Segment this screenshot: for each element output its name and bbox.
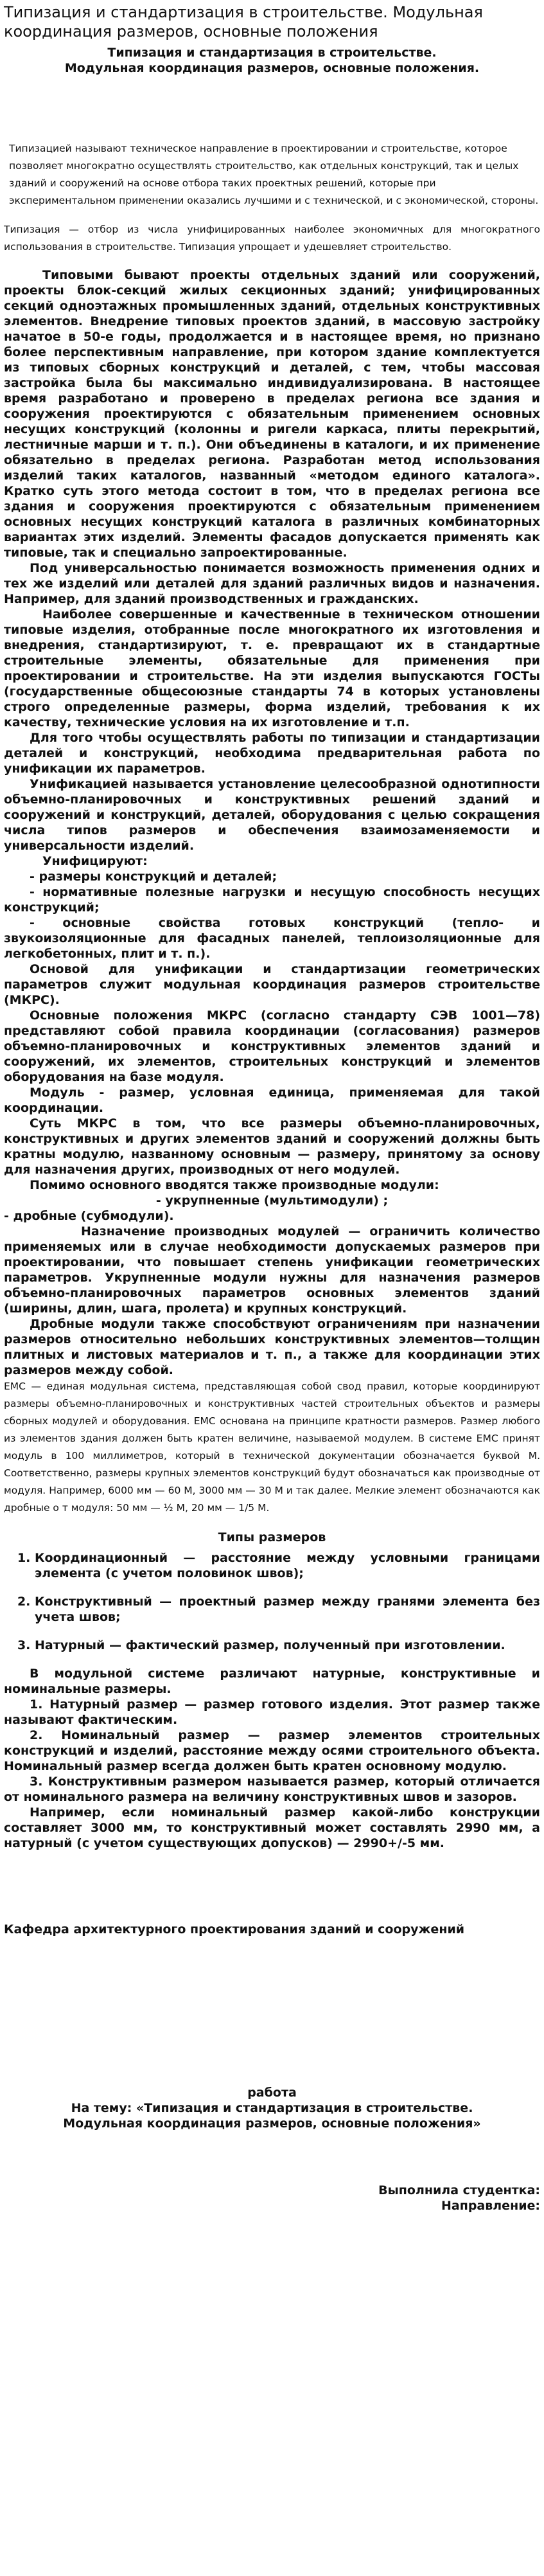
paragraph-modular-system: В модульной системе различают натурные, конструктивные и номинальные размеры. [4,1667,540,1696]
paragraph-standardization: Наиболее совершенные и качественные в техническом отношении типовые изделия, отобранные после многократного их изготовления и внедрения, стандартизируют, т. е. превращают их в стандартные строительные элементы, обязательные для применения при проектировании и строительстве. На эти изделия выпускаются ГОСТы (государственные общесоюзные стандарты 74 в которых установлены строго определенные размеры, форма изделий, требования к их качеству, технические условия на их изготовление и т.п. [4,607,540,729]
document-title: Типизация и стандартизация в строительстве. Модульная координация размеров, основные положения [4,3,483,40]
paragraph-basis: Основой для унификации и стандартизации геометрических параметров служит модульная координация размеров строительстве (МКРС). [4,962,540,1007]
intro-paragraph-1: Типизацией называют техническое направление в проектировании и строительстве, которое позволяет многократно осуществлять строительство, как отдельных конструкций, так и целых зданий и сооружений на основе отбора таких проектных решений, которые при экспериментальном применении оказались лучшими и с технической, и с экономической, стороны. [9,143,539,206]
paragraph-fractional: Дробные модули также способствуют ограничениям при назначении размеров относительно небольших конструктивных элементов—толщин плитных и листовых материалов и т. п., а также для координации этих размеров между собой. [4,1317,540,1377]
paragraph-preliminary: Для того чтобы осуществлять работы по типизации и стандартизации деталей и конструкций, необходима предварительная работа по унификации их параметров. [4,731,540,776]
paragraph-emc: ЕМС — единая модульная система, представляющая собой свод правил, которые координируют размеры объемно-планировочных и конструктивных частей строительных объектов и размеры сборных модулей и оборудования. ЕМС основана на принципе кратности размеров. Размер любого из элементов здания должен быть кратен величине, называемой модулем. В системе ЕМС принят модуль в 100 миллиметров, который в технической документации обозначается буквой М. Соответственно, размеры крупных элементов конструкций будут обозначаться как производные от модуля. Например, 6000 мм — 60 М, 3000 мм — 30 М и так далее. Мелкие элемент обозначаются как дробные о т модуля: 50 мм — ½ М, 20 мм — 1/5 М. [4,1381,540,1514]
paragraph-module: Модуль - размер, условная единица, применяемая для такой координации. [4,1086,540,1115]
paragraph-natural-size: 1. Натурный размер — размер готового изделия. Этот размер также называют фактическим. [4,1697,540,1727]
direction-label: Направление: [441,2199,540,2213]
performed-by-label: Выполнила студентка: [378,2183,540,2197]
department-name: Кафедра архитектурного проектирования зданий и сооружений [4,1922,465,1936]
paragraph-constructive-size: 3. Конструктивным размером называется размер, который отличается от номинального размера на величину конструктивных швов и зазоров. [4,1775,540,1804]
size-item-natural: 3. Натурный — фактический размер, полученный при изготовлении. [35,1638,540,1653]
paragraph-purpose-modules: Назначение производных модулей — ограничить количество применяемых или в случае необходимости допускаемых размеров при проектировании, что повышает степень унификации геометрических параметров. Укрупненные модули нужны для назначения размеров объемно-планировочных параметров основных элементов зданий (ширины, длин, шага, пролета) и крупных конструкций. [4,1224,540,1316]
paragraph-derived: Помимо основного вводятся также производные модули: [30,1178,439,1192]
sizes-title: Типы размеров [218,1530,326,1544]
intro-paragraph-2: Типизация — отбор из числа унифицированных наиболее экономичных для многократного использования в строительстве. Типизация упрощает и удешевляет строительство. [4,224,540,253]
paragraph-essence: Суть МКРС в том, что все размеры объемно-планировочных, конструктивных и других элементов зданий и сооружений должны быть кратны модулю, названному основным — размеру, принятому за основу для назначения других, производных от него модулей. [4,1116,540,1177]
unify-list [4,869,540,962]
paragraph-typical-projects: Типовыми бывают проекты отдельных зданий или сооружений, проекты блок-секций жилых секционных зданий; унифицированных секций одноэтажных промышленных зданий, отдельных конструктивных элементов. Внедрение типовых проектов зданий, в массовую застройку начатое в 50-е годы, продолжается и в настоящее время, но признано более перспективным направление, при котором здание комплектуется из типовых сборных конструкций и деталей, с тем, чтобы массовая застройка была бы максимально индивидуализирована. В настоящее время разработано и проверено в пределах региона все здания и сооружения проектируются с обязательным применением основных несущих конструкций (колонны и ригели каркаса, плиты перекрытий, лестничные марши и т. п.). Они объединены в каталоги, и их применение обязательно в пределах региона. Разработан метод использования изделий таких каталогов, названный «методом единого каталога». Кратко суть этого метода состоит в том, что в пределах региона все здания и сооружения проектируются с обязательным применением основных несущих конструкций каталога в различных комбинаторных вариантах этих изделий. Элементы фасадов допускается применять как типовые, так и специально запроектированные. [4,268,540,560]
paragraph-mkrs: Основные положения МКРС (согласно стандарту СЭВ 1001—78) представляют собой правила координации (согласования) размеров объемно-планировочных и конструктивных элементов зданий и сооружений, их элементов, строительных конструкций и элементов оборудования на базе модуля. [4,1008,540,1084]
topic-line-2: Модульная координация размеров, основные положения» [63,2116,481,2131]
unify-item: - нормативные полезные нагрузки и несущую способность несущих конструкций; [4,885,540,915]
topic-line-1: На тему: «Типизация и стандартизация в строительстве. [71,2101,473,2115]
size-item-constructive: 2. Конструктивный — проектный размер между гранями элемента без учета швов; [35,1594,540,1625]
paragraph-nominal-size: 2. Номинальный размер — размер элементов строительных конструкций и изделий, расстояние между осями строительного объекта. Номинальный размер всегда должен быть кратен основному модулю. [4,1728,540,1773]
derived-item-multimodules: - укрупненные (мультимодули) ; [155,1194,389,1208]
unify-item: - размеры конструкций и деталей; [30,870,277,884]
paragraph-example: Например, если номинальный размер какой-либо конструкции составляет 3000 мм, то конструктивный может составлять 2990 мм, а натурный (с учетом существующих допусков) — 2990+/-5 мм. [4,1805,540,1850]
sizes-list [4,1550,540,1653]
size-item-coordination: 1. Координационный — расстояние между условными границами элемента (с учетом половинок швов); [35,1550,540,1581]
header-block [4,45,540,76]
paragraph-universality: Под универсальностью понимается возможность применения одних и тех же изделий или деталей для зданий различных видов и назначения. Например, для зданий производственных и гражданских. [4,561,540,606]
derived-item-submodules: - дробные (субмодули). [4,1209,174,1223]
unify-heading: Унифицируют: [42,854,148,868]
paragraph-unification: Унификацией называется установление целесообразной однотипности объемно-планировочных и конструктивных решений зданий и сооружений и конструкций, деталей, оборудования с целью сокращения числа типов размеров и обеспечения взаимозаменяемости и универсальности изделий. [4,777,540,853]
header-line-2: Модульная координация размеров, основные положения. [64,61,480,75]
unify-item: - основные свойства готовых конструкций (тепло- и звукоизоляционные для фасадных панелей, теплоизоляционные для легкобетонных, плит и т. п.). [4,916,540,961]
work-label: работа [247,2086,297,2100]
header-line-1: Типизация и стандартизация в строительстве. [107,46,437,60]
